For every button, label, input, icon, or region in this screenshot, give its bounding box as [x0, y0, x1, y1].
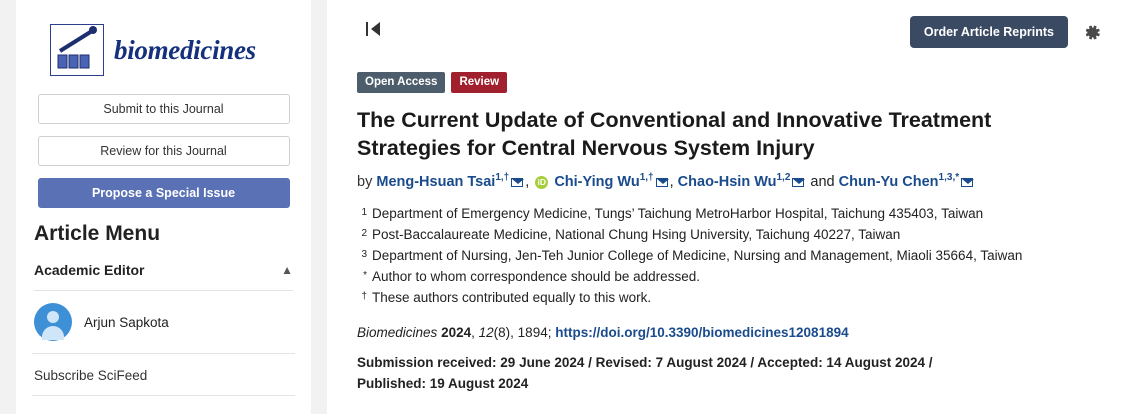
article-badges	[357, 72, 1102, 93]
author-link-1[interactable]: Meng-Hsuan Tsai	[376, 174, 496, 191]
academic-editor-section-header[interactable]	[34, 262, 293, 291]
affiliation-mark: 3	[361, 248, 367, 260]
affiliation-mark: 1	[361, 207, 367, 219]
propose-special-issue-button[interactable]: Propose a Special Issue	[38, 178, 290, 208]
affiliation-item	[357, 267, 1102, 288]
email-icon-author-2[interactable]	[656, 178, 668, 187]
submission-dates: Submission received: 29 June 2024 / Revised: 7 August 2024 / Accepted: 14 August 2024 / Published: 19 August 2024	[357, 354, 933, 392]
citation-volume: 12	[478, 324, 494, 340]
journal-logo-icon	[50, 24, 104, 76]
affiliation-mark: †	[361, 290, 367, 302]
byline-prefix: by	[357, 174, 373, 191]
toolbar-right	[910, 16, 1102, 48]
citation-year: 2024	[441, 324, 472, 340]
byline-conjunction: and	[810, 174, 835, 191]
gear-icon[interactable]	[1080, 21, 1102, 43]
academic-editor-name: Arjun Sapkota	[84, 314, 169, 330]
author-sup-4: 1,3,*	[938, 172, 960, 184]
academic-editor-row[interactable]	[32, 291, 295, 354]
orcid-icon-author-2[interactable]: iD	[535, 176, 548, 189]
doi-link[interactable]: https://doi.org/10.3390/biomedicines12081894	[555, 324, 849, 340]
chevron-up-icon[interactable]: ▲	[281, 263, 293, 277]
collapse-sidebar-icon[interactable]	[359, 16, 391, 46]
affiliation-item	[357, 204, 1102, 225]
email-icon-author-3[interactable]	[792, 178, 804, 187]
submit-to-journal-button[interactable]: Submit to this Journal	[38, 94, 290, 124]
main-toolbar	[357, 16, 1102, 56]
author-sup-1: 1,†	[495, 172, 510, 184]
order-article-reprints-button[interactable]: Order Article Reprints	[910, 16, 1068, 48]
author-link-3[interactable]: Chao-Hsin Wu	[677, 174, 777, 191]
citation-line	[357, 325, 1102, 340]
byline	[357, 172, 1102, 190]
journal-logo-text: biomedicines	[114, 34, 256, 65]
journal-logo[interactable]	[50, 24, 295, 76]
affiliation-text: Post-Baccalaureate Medicine, National Chung Hsing University, Taichung 40227, Taiwan	[372, 227, 901, 242]
affiliation-mark: *	[363, 269, 367, 281]
affiliation-text: Author to whom correspondence should be addressed.	[372, 268, 700, 284]
status-badge-open-access: Open Access	[357, 72, 445, 93]
page-title: The Current Update of Conventional and Innovative Treatment Strategies for Central Nervous System Injury	[357, 108, 992, 160]
author-link-2[interactable]: Chi-Ying Wu	[554, 174, 640, 191]
academic-editor-label: Academic Editor	[34, 262, 145, 278]
citation-journal: Biomedicines	[357, 324, 438, 340]
byline-sep-2: ,	[669, 174, 674, 191]
author-sup-3: 1,2	[776, 172, 791, 184]
citation-comma: ,	[471, 324, 475, 340]
affiliation-item	[357, 288, 1102, 309]
email-icon-author-1[interactable]	[511, 178, 523, 187]
affiliation-mark: 2	[361, 228, 367, 239]
affiliation-text: These authors contributed equally to this work.	[372, 289, 652, 305]
author-link-4[interactable]: Chun-Yu Chen	[838, 174, 939, 191]
byline-sep-1: ,	[525, 174, 530, 191]
status-badge-review: Review	[451, 72, 507, 93]
article-panel	[327, 0, 1132, 414]
affiliation-text: Department of Nursing, Jen-Teh Junior College of Medicine, Nursing and Management, Miaoli 35664, Taiwan	[372, 247, 1023, 263]
affiliation-item	[357, 246, 1102, 267]
affiliation-item	[357, 225, 1102, 246]
article-menu-title: Article Menu	[34, 222, 161, 245]
review-for-journal-button[interactable]: Review for this Journal	[38, 136, 290, 166]
avatar	[34, 303, 72, 341]
author-sup-2: 1,†	[639, 172, 654, 184]
affiliations-list	[357, 204, 1102, 309]
sidebar	[16, 0, 311, 414]
email-icon-author-4[interactable]	[961, 178, 973, 187]
affiliation-text: Department of Emergency Medicine, Tungs’ Taichung MetroHarbor Hospital, Taichung 435403, Taiwan	[372, 206, 984, 222]
citation-issue: (8), 1894;	[493, 324, 552, 340]
subscribe-scifeed-item[interactable]: Subscribe SciFeed	[32, 354, 295, 396]
